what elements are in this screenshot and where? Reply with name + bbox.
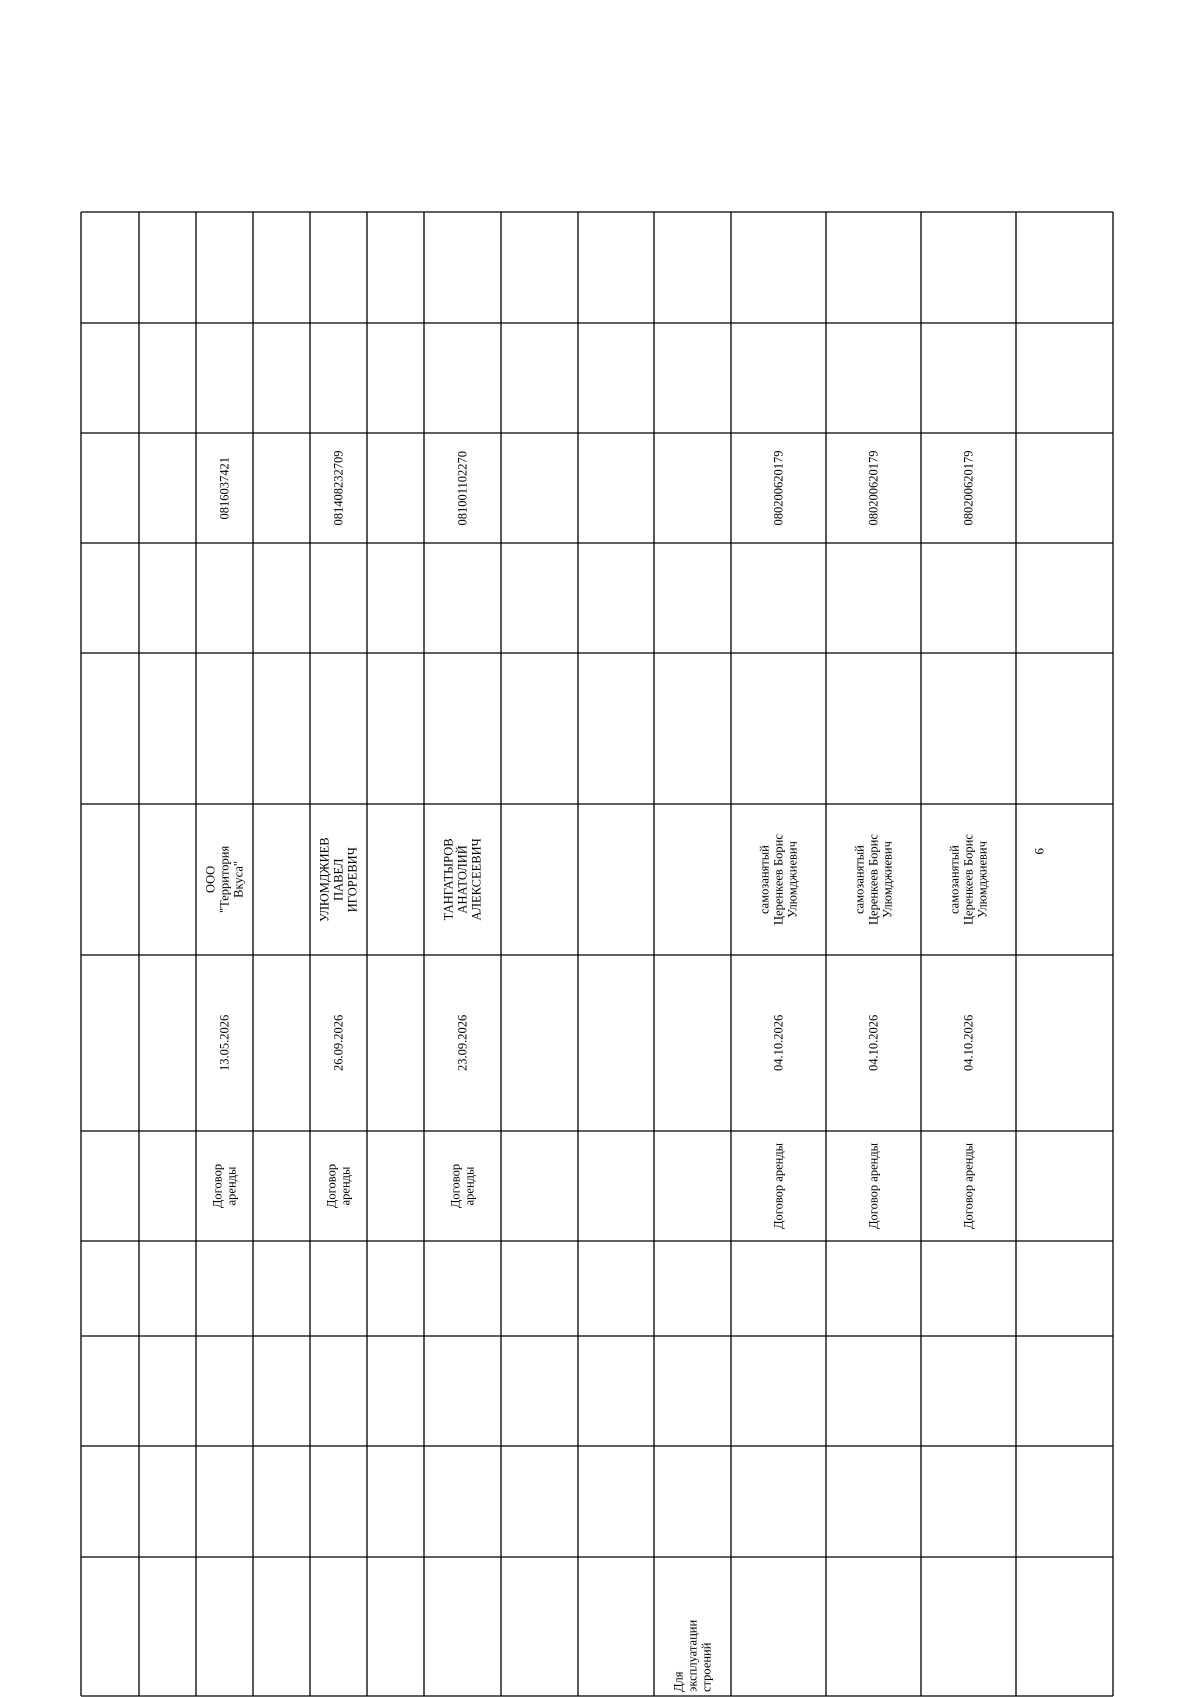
code-text-cell — [424, 433, 501, 543]
date-text-cell — [424, 955, 501, 1131]
tenant-text: самозанятый Церенкеев Борис Улюмджиевич — [757, 834, 800, 925]
code-text: 081408232709 — [331, 450, 346, 526]
tenant-text-cell — [921, 804, 1016, 955]
page-number: 9 — [1032, 848, 1047, 855]
tenant-text-cell — [196, 804, 253, 955]
contract-text-cell — [424, 1131, 501, 1241]
code-text-cell — [826, 433, 921, 543]
date-text: 26.09.2026 — [331, 1014, 346, 1071]
code-text: 080200620179 — [961, 450, 976, 526]
tenant-text-cell — [731, 804, 826, 955]
purpose-text-cell — [654, 1557, 731, 1696]
contract-text: Договор аренды — [324, 1163, 353, 1209]
code-text-cell — [921, 433, 1016, 543]
date-text-cell — [310, 955, 367, 1131]
date-text: 23.09.2026 — [455, 1014, 470, 1071]
tenant-text-cell — [424, 804, 501, 955]
date-text-cell — [921, 955, 1016, 1131]
contract-text-cell — [826, 1131, 921, 1241]
purpose-text: Для эксплуатации строений — [671, 1619, 714, 1692]
tenant-text: самозанятый Церенкеев Борис Улюмджиевич — [947, 834, 990, 925]
tenant-text-cell — [310, 804, 367, 955]
contract-text-cell — [731, 1131, 826, 1241]
tenant-text: самозанятый Церенкеев Борис Улюмджиевич — [852, 834, 895, 925]
tenant-text-cell — [826, 804, 921, 955]
code-text: 080200620179 — [771, 450, 786, 526]
tenant-text: ТАНГАТЫРОВ АНАТОЛИЙ АЛЕКСЕЕВИЧ — [441, 838, 484, 921]
contract-text-cell — [921, 1131, 1016, 1241]
contract-text: Договор аренды — [210, 1163, 239, 1209]
contract-text: Договор аренды — [771, 1142, 786, 1229]
contract-text: Договор аренды — [866, 1142, 881, 1229]
tenant-text: ООО "Территория Вкуса" — [203, 845, 246, 913]
date-text-cell — [731, 955, 826, 1131]
date-text: 13.05.2026 — [217, 1014, 232, 1071]
date-text-cell — [826, 955, 921, 1131]
contract-text-cell — [196, 1131, 253, 1241]
code-text: 080200620179 — [866, 450, 881, 526]
date-text-cell — [196, 955, 253, 1131]
date-text: 04.10.2026 — [771, 1014, 786, 1071]
code-text-cell — [731, 433, 826, 543]
contract-text: Договор аренды — [961, 1142, 976, 1229]
code-text: 0816037421 — [217, 457, 232, 520]
contract-text-cell — [310, 1131, 367, 1241]
tenant-text: УЛЮМДЖИЕВ ПАВЕЛ ИГОРЕВИЧ — [317, 837, 360, 922]
date-text: 04.10.2026 — [866, 1014, 881, 1071]
date-text: 04.10.2026 — [961, 1014, 976, 1071]
code-text: 081001102270 — [455, 450, 470, 526]
code-text-cell — [310, 433, 367, 543]
contract-text: Договор аренды — [448, 1163, 477, 1209]
code-text-cell — [196, 433, 253, 543]
